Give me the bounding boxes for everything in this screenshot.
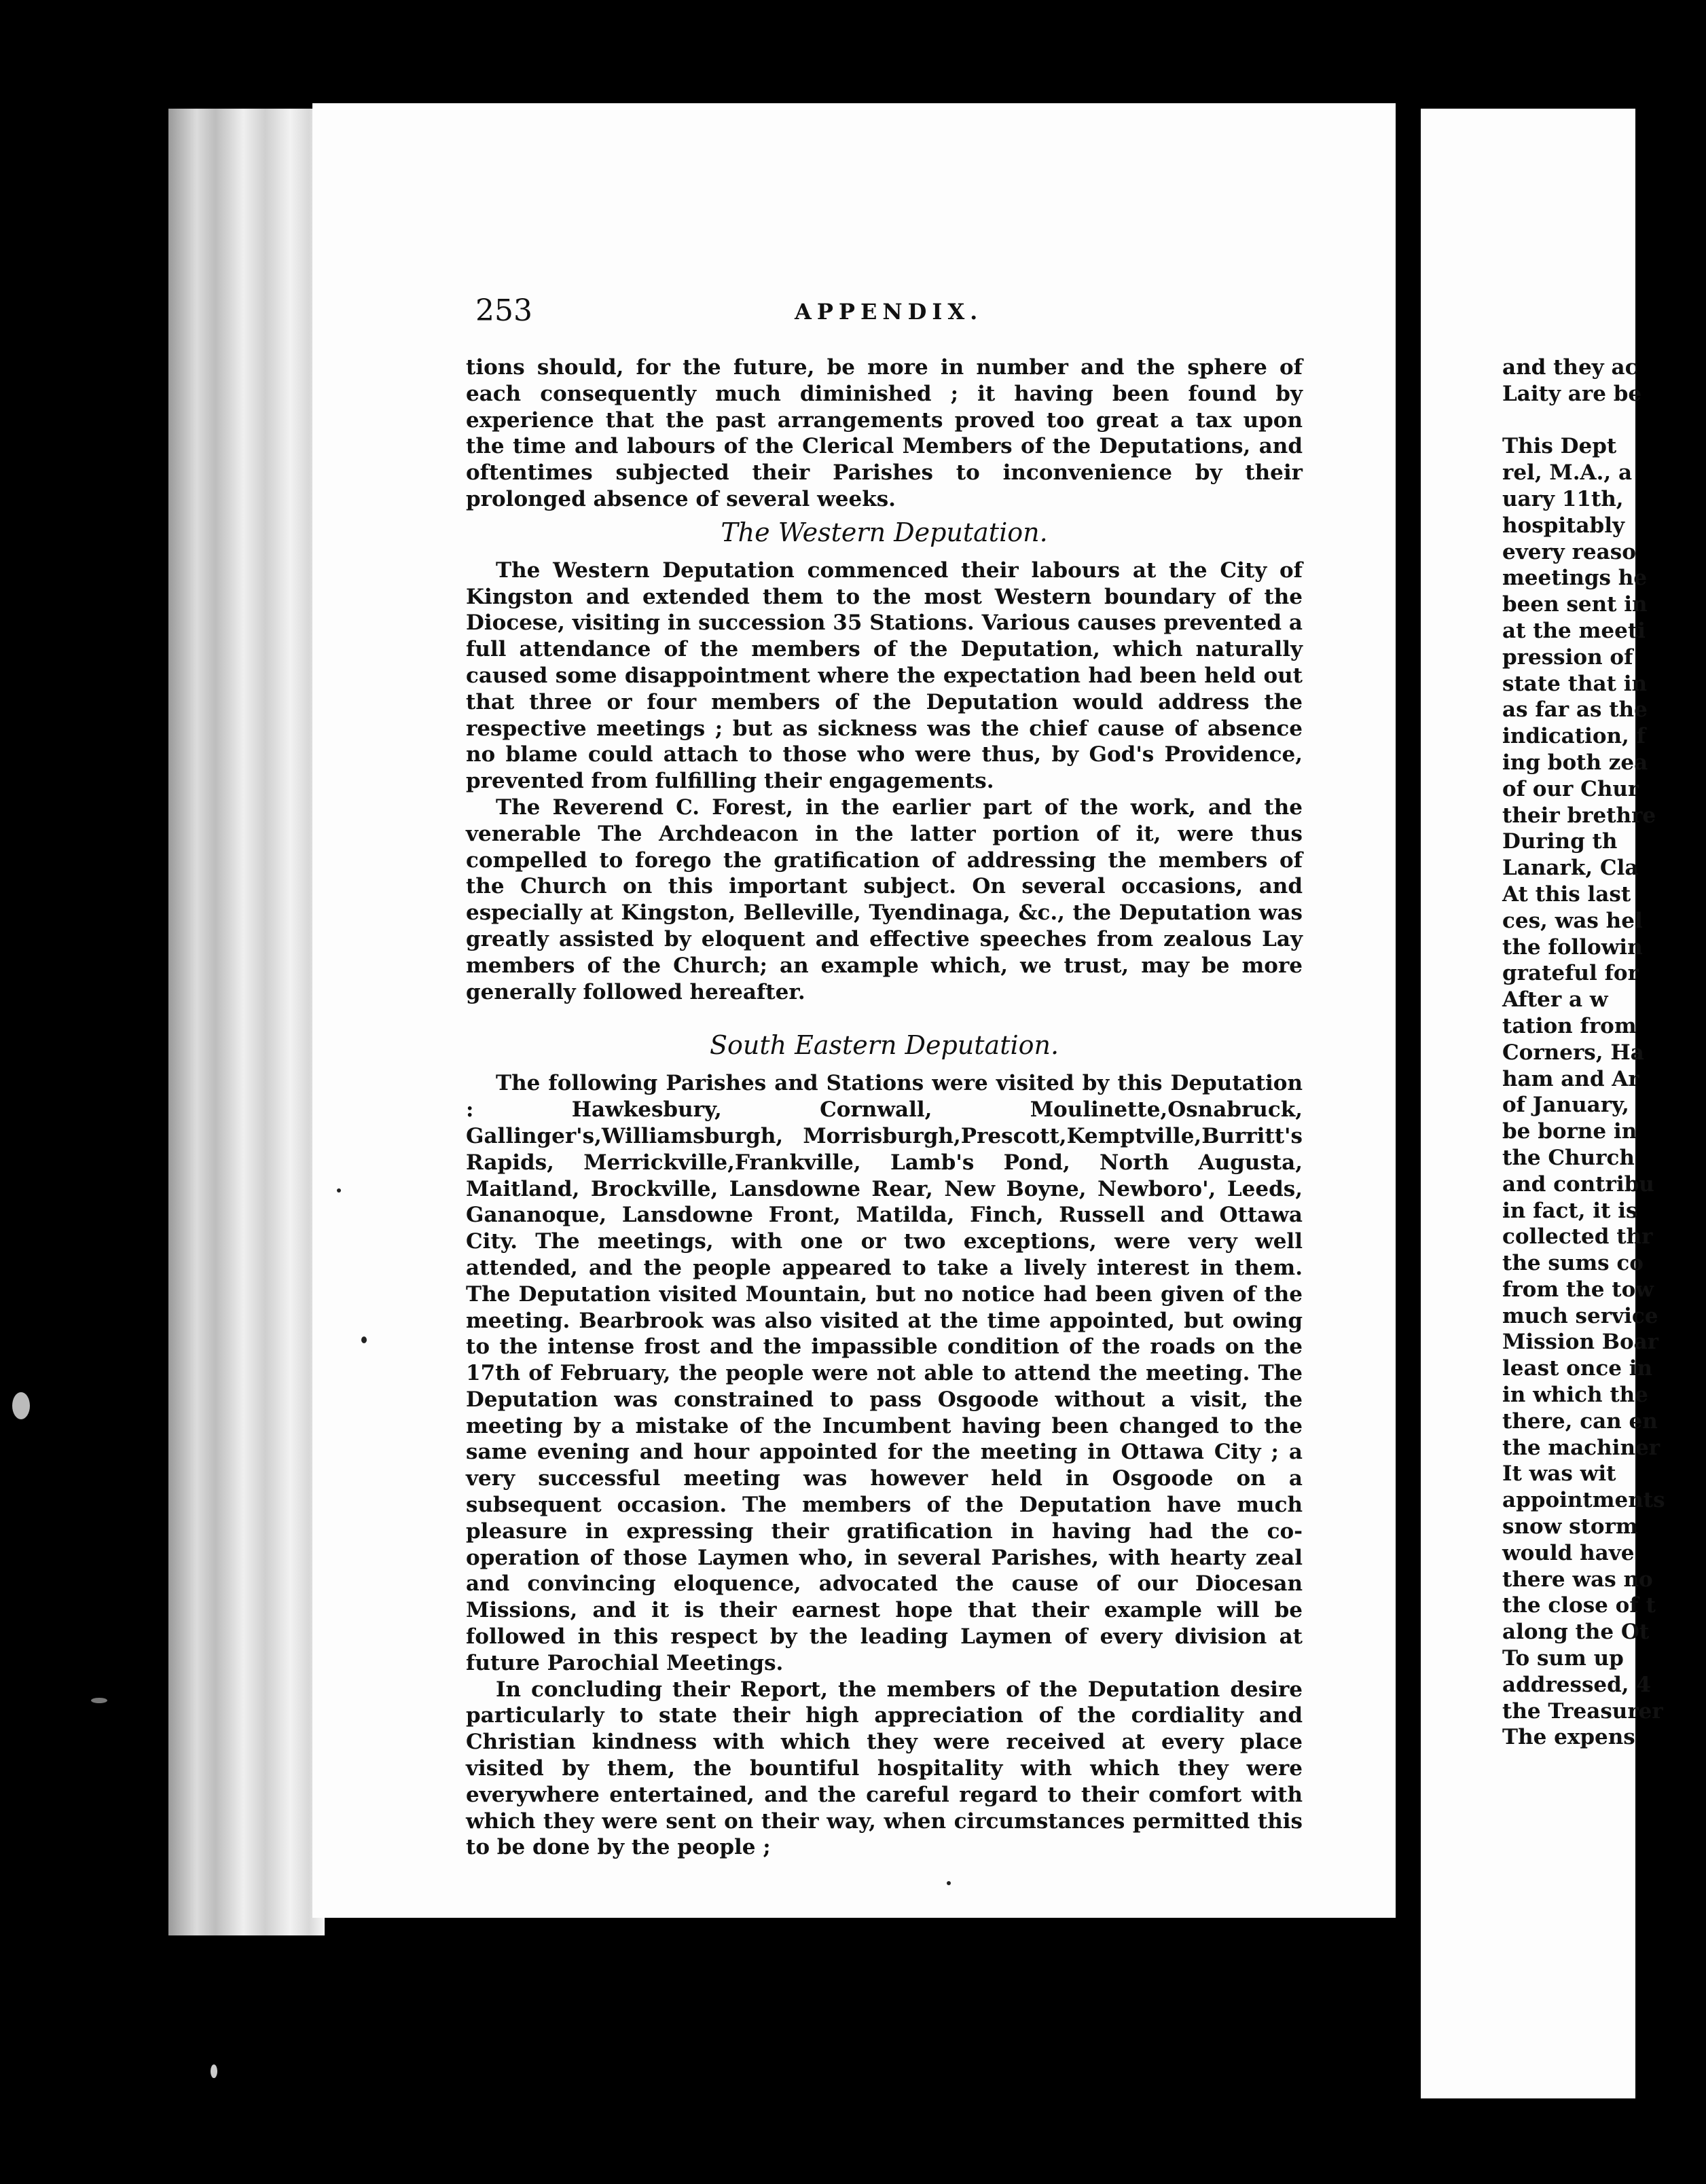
right-page-line: After a w bbox=[1502, 987, 1608, 1013]
right-page-line: pression of bbox=[1502, 644, 1633, 670]
south-eastern-deputation-heading: South Eastern Deputation. bbox=[709, 1030, 1059, 1061]
right-page-line: snow storm bbox=[1502, 1514, 1638, 1540]
opening-paragraph: tions should, for the future, be more in number and the sphere of each consequently much diminished ; it having been found by experience that the past arrangements proved too great a tax upon the time and labours of the Clerical Members of the Deputations, and oftentimes subjected their Parishes to inconvenience by their prolonged absence of several weeks. bbox=[466, 355, 1303, 511]
right-page-line: uary 11th, bbox=[1502, 486, 1624, 511]
right-page-line: in which the bbox=[1502, 1383, 1648, 1408]
section-gap bbox=[466, 1005, 1303, 1025]
page-number: 253 bbox=[475, 293, 532, 328]
right-page-line: It was wit bbox=[1502, 1461, 1616, 1487]
right-page-line: the Church bbox=[1502, 1145, 1635, 1170]
right-page-line: Corners, Ha bbox=[1502, 1040, 1644, 1065]
right-page-line: their brethre bbox=[1502, 803, 1656, 828]
right-page-line: meetings he bbox=[1502, 566, 1648, 591]
right-page-line: in fact, it is bbox=[1502, 1198, 1638, 1223]
right-page-line: ces, was hel bbox=[1502, 908, 1643, 933]
right-page-line: of our Chur bbox=[1502, 776, 1639, 801]
right-page-line: indication, f bbox=[1502, 724, 1646, 749]
western-deputation-heading: The Western Deputation. bbox=[721, 517, 1048, 547]
right-page-line: Lanark, Cla bbox=[1502, 856, 1639, 881]
right-page-line: been sent in bbox=[1502, 592, 1648, 617]
right-page-line: ing both zea bbox=[1502, 750, 1648, 775]
page-stack-edges bbox=[168, 109, 325, 1935]
right-page-line: as far as the bbox=[1502, 697, 1648, 723]
right-page-line: Mission Boar bbox=[1502, 1330, 1659, 1355]
right-page-line: To sum up bbox=[1502, 1646, 1624, 1671]
right-page-line: During th bbox=[1502, 829, 1618, 854]
scan-speck bbox=[361, 1336, 367, 1343]
right-page-line: This Dept bbox=[1502, 434, 1617, 459]
right-page-line: least once in bbox=[1502, 1356, 1653, 1381]
right-page-line bbox=[1502, 407, 1706, 434]
right-page-line: much service bbox=[1502, 1303, 1658, 1328]
left-page-body bbox=[466, 354, 1303, 1861]
western-paragraph-2: The Reverend C. Forest, in the earlier part of the work, and the venerable The Archdeacon in the latter portion of it, were thus compelled to forego the gratification of addressing the members of the Church on this important subject. On several occasions, and especially at Kingston, Belleville, Tyendinaga, &c., the Deputation was greatly assisted by eloquent and effective speeches from zealous Lay members of the Church; an example which, we trust, may be more generally followed hereafter. bbox=[466, 795, 1303, 1004]
right-page-line: the machiner bbox=[1502, 1435, 1660, 1460]
right-page-line: state that in bbox=[1502, 671, 1648, 696]
right-page-line: the sums co bbox=[1502, 1251, 1644, 1276]
right-page-line: there, can en bbox=[1502, 1408, 1658, 1434]
right-page-line: from the tow bbox=[1502, 1277, 1654, 1302]
scan-speck bbox=[211, 2064, 217, 2078]
right-page-line: and they ac bbox=[1502, 355, 1638, 380]
right-page-fragments bbox=[1502, 354, 1706, 1751]
right-page-line: tation from bbox=[1502, 1013, 1637, 1038]
right-page-line: along the Ot bbox=[1502, 1620, 1650, 1645]
page-header bbox=[475, 293, 1304, 334]
right-page-line: every reaso bbox=[1502, 539, 1636, 564]
book-gutter bbox=[1396, 102, 1421, 2105]
right-page-line: appointments bbox=[1502, 1488, 1665, 1513]
right-page-line: at the meeti bbox=[1502, 618, 1646, 643]
right-page-line: there was no bbox=[1502, 1567, 1653, 1592]
right-page-line: the followin bbox=[1502, 934, 1643, 960]
scan-speck bbox=[91, 1698, 107, 1703]
right-page-line: ham and Ar bbox=[1502, 1066, 1639, 1091]
right-page-line: the close of t bbox=[1502, 1593, 1656, 1618]
scan-speck bbox=[947, 1881, 951, 1885]
right-page-line: be borne in bbox=[1502, 1119, 1637, 1144]
right-page-line: collected thr bbox=[1502, 1224, 1653, 1250]
right-page-line: and contribu bbox=[1502, 1171, 1654, 1197]
western-paragraph-1: The Western Deputation commenced their labours at the City of Kingston and extended them to the most Western boundary of the Diocese, visiting in succession 35 Stations. Various causes prevented a full attendance of the members of the Deputation, which naturally caused some disappointment where the expectation had been held out that three or four members of the Deputation would address the respective meetings ; but as sickness was the chief cause of absence no blame could attach to those who were thus, by God's Providence, prevented from fulfilling their engagements. bbox=[466, 558, 1303, 794]
right-page-line: Laity are be bbox=[1502, 381, 1642, 406]
south-eastern-paragraph-2: In concluding their Report, the members of the Deputation desire particularly to state their high appreciation of the cordiality and Christian kindness with which they were received at every place visited by them, the bountiful hospitality with which they were everywhere entertained, and the careful regard to their comfort with which they were sent on their way, when circumstances permitted this to be done by the people ; bbox=[466, 1677, 1303, 1860]
south-eastern-paragraph-1: The following Parishes and Stations were visited by this Deputation : Hawkesbury, Cornwall, Moulinette,Osnabruck, Gallinger's,Williamsburgh, Morrisburgh,Prescott,Kemptville,Burritt's Rapids, Merrickville,Frankville, Lamb's Pond, North Augusta, Maitland, Brockville, Lansdowne Rear, New Boyne, Newboro', Leeds, Gananoque, Lansdowne Front, Matilda, Finch, Russell and Ottawa City. The meetings, with one or two exceptions, were very well attended, and the people appeared to take a lively interest in them. The Deputation visited Mountain, but no notice had been given of the meeting. Bearbrook was also visited at the time appointed, but owing to the intense frost and the impassible condition of the roads on the 17th of February, the people were not able to attend the meeting. The Deputation was constrained to pass Osgoode without a visit, the meeting by a mistake of the Incumbent having been changed to the same evening and hour appointed for the meeting in Ottawa City ; a very successful meeting was however held in Osgoode on a subsequent occasion. The members of the Deputation have much pleasure in expressing their gratification in having had the co-operation of those Laymen who, in several Parishes, with hearty zeal and convincing eloquence, advocated the cause of our Diocesan Missions, and it is their earnest hope that their example will be followed in this respect by the leading Laymen of every division at future Parochial Meetings. bbox=[466, 1071, 1303, 1675]
right-page-line: would have bbox=[1502, 1540, 1635, 1565]
right-page-line: grateful for bbox=[1502, 961, 1639, 986]
right-page-line: rel, M.A., a bbox=[1502, 460, 1633, 486]
right-page-line: the Treasurer bbox=[1502, 1698, 1663, 1724]
right-page-line: hospitably bbox=[1502, 513, 1625, 538]
scan-speck bbox=[337, 1188, 341, 1193]
right-page-line: At this last bbox=[1502, 881, 1631, 907]
right-page-line: of January, bbox=[1502, 1093, 1629, 1118]
scan-speck bbox=[12, 1392, 30, 1419]
right-page-line: addressed, 4 bbox=[1502, 1672, 1651, 1697]
right-page-line: The expens bbox=[1502, 1725, 1635, 1750]
running-head: APPENDIX. bbox=[795, 299, 983, 325]
